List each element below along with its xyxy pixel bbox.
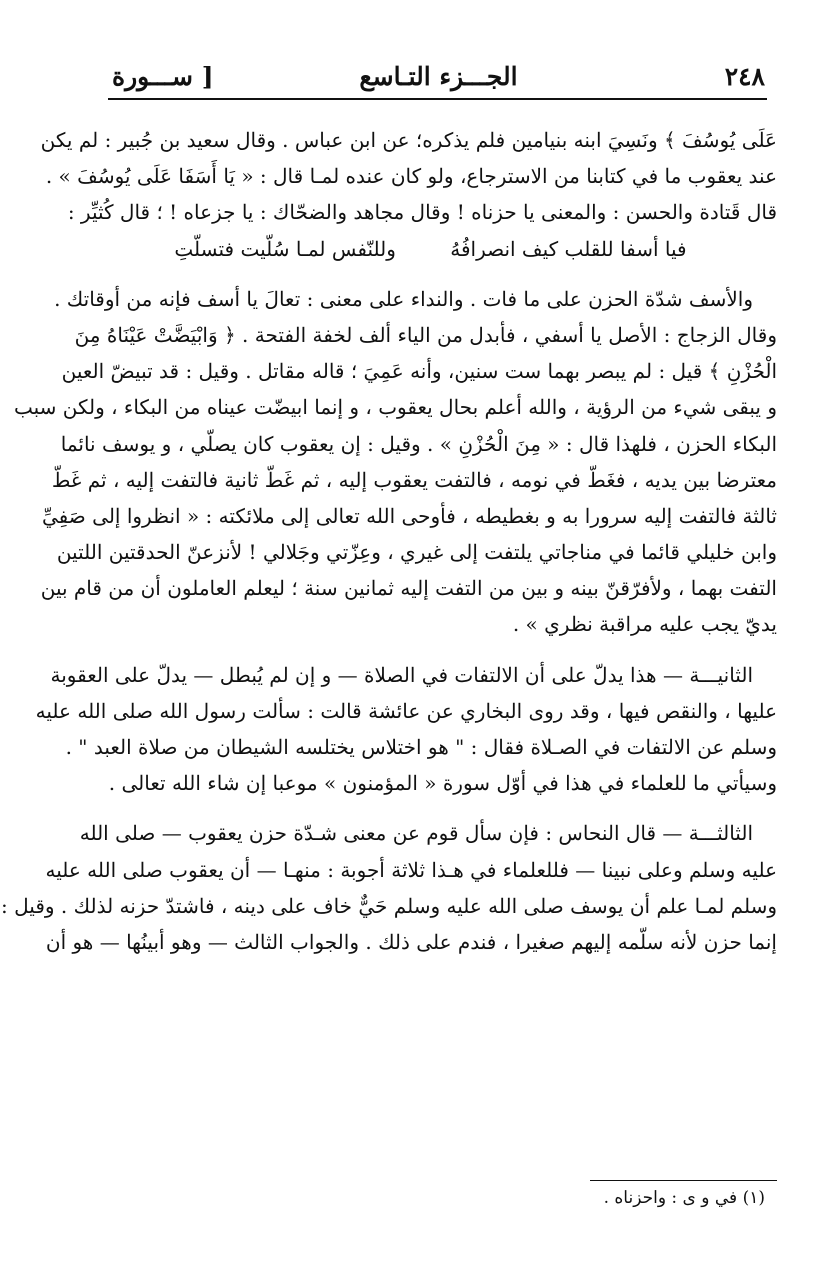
text-line: عند يعقوب ما في كتابنا من الاسترجاع، ولو كان عنده لمـا قال : « يَا أَسَفَا عَلَى يُوسُفَ » . xyxy=(45,164,777,189)
text-line: قال قَتادة والحسن : والمعنى يا حزناه ! وقال مجاهد والضحّاك : يا جزعاه ! ؛ قال كُثيِّر : xyxy=(67,200,777,225)
text-line: يديّ يجب عليه مراقبة نظري » . xyxy=(512,612,777,637)
text-line: وسلم عن الالتفات في الصـلاة فقال : " هو اختلاس يختلسه الشيطان من صلاة العبد " . xyxy=(65,735,777,759)
text-line: التفت بهما ، ولأفرّقنّ بينه و بين من التفت إليه ثمانين سنة ؛ ليعلم العاملون أن من قام بين xyxy=(40,576,777,601)
text-line: وقال الزجاج : الأصل يا أسفي ، فأبدل من الياء ألف لخفة الفتحة . ﴿ وَابْيَضَّتْ عَيْنَاهُ مِنَ xyxy=(74,322,777,347)
text-line: الْحُزْنِ ﴾ قيل : لم يبصر بهما ست سنين، وأنه عَمِيَ ؛ قاله مقاتل . وقيل : قد تبيضّ العين xyxy=(61,359,777,384)
page-header xyxy=(112,58,765,98)
poem-verse xyxy=(84,231,777,267)
page-number: ٢٤٨ xyxy=(724,62,765,91)
spacer xyxy=(84,643,777,657)
text-line: ثالثة فالتفت إليه سرورا به و بغطيطه ، فأوحى الله تعالى إلى ملائكته : « انظروا إلى صَفِيِّ xyxy=(42,503,777,528)
spacer xyxy=(84,267,777,281)
text-line: وابن خليلي قائما في مناجاتي يلتفت إلى غيري ، وعِزّتي وجَلالي ! لأنزعنّ الحدقتين اللتين xyxy=(56,540,777,565)
text-line: معترضا بين يديه ، فغَطّ في نومه ، فالتفت يعقوب إليه ، ثم غَطّ ثانية فالتفت إليه ، ثم غَطّ xyxy=(51,467,777,492)
text-line: البكاء الحزن ، فلهذا قال : « مِنَ الْحُزْنِ » . وقيل : إن يعقوب كان يصلّي ، و يوسف نائما xyxy=(60,431,777,456)
text-line: الثانيـــة — هذا يدلّ على أن الالتفات في الصلاة — و إن لم يُبطل — يدلّ على العقوبة xyxy=(50,662,753,687)
part-title: الجـــزء التـاسع xyxy=(359,62,518,91)
text-line: والأسف شدّة الحزن على ما فات . والنداء على معنى : تعالَ يا أسف فإنه من أوقاتك . xyxy=(54,286,753,311)
text-line: الثالثـــة — قال النحاس : فإن سأل قوم عن معنى شـدّة حزن يعقوب — صلى الله xyxy=(79,821,753,846)
footnote-divider xyxy=(590,1180,777,1181)
text-line: عليها ، والنقص فيها ، وقد روى البخاري عن عائشة قالت : سألت رسول الله صلى الله عليه xyxy=(35,698,777,723)
poem-second-hemistich: وللنّفس لمـا سُلّيت فتسلّتِ xyxy=(174,236,396,261)
text-line: وسيأتي ما للعلماء في هذا في أوّل سورة « المؤمنون » موعبا إن شاء الله تعالى . xyxy=(108,771,777,796)
spacer xyxy=(84,801,777,815)
surah-label: [ ســـورة xyxy=(112,62,214,91)
page-body xyxy=(1,122,777,960)
text-line: إنما حزن لأنه سلّمه إليهم صغيرا ، فندم على ذلك . والجواب الثالث — وهو أبينُها — هو أن xyxy=(45,929,777,954)
text-line: وسلم لمـا علم أن يوسف صلى الله عليه وسلم حَيٌّ خاف على دينه ، فاشتدّ حزنه لذلك . وقيل : xyxy=(1,893,777,918)
text-line: عَلَى يُوسُفَ ﴾ ونَسِيَ ابنه بنيامين فلم يذكره؛ عن ابن عباس . وقال سعيد بن جُبير : لم يكن xyxy=(40,128,777,152)
text-line: و يبقى شيء من الرؤية ، والله أعلم بحال يعقوب ، و إنما ابيضّت عيناه من البكاء ، ولكن سبب xyxy=(13,395,777,420)
poem-first-hemistich: فيا أسفا للقلب كيف انصرافُهُ xyxy=(450,236,687,261)
header-divider xyxy=(108,98,767,100)
text-line: عليه وسلم وعلى نبينا — فللعلماء في هـذا ثلاثة أجوبة : منهـا — أن يعقوب صلى الله عليه xyxy=(45,857,777,882)
footnote: (١) في و ى : واحزناه . xyxy=(603,1188,765,1208)
